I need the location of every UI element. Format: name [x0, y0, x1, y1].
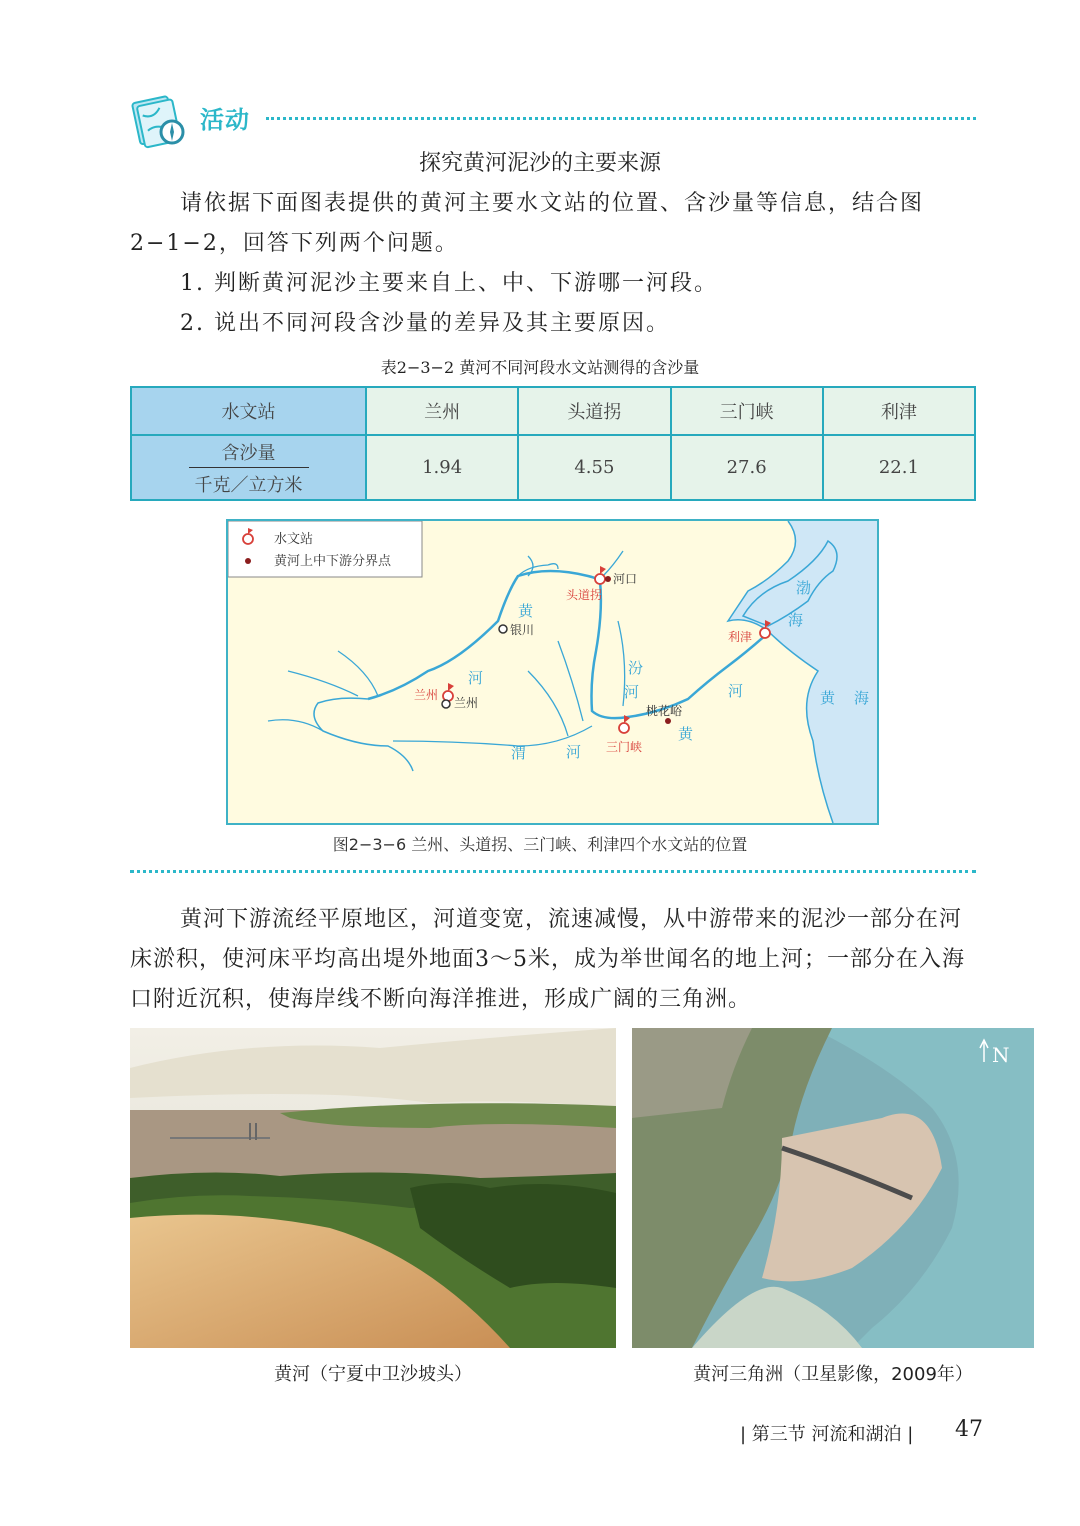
photo-yellow-river-shapotou [130, 1028, 616, 1348]
label-bohai-2: 海 [788, 611, 804, 629]
activity-title: 探究黄河泥沙的主要来源 [418, 151, 661, 176]
table-row-header [131, 435, 366, 500]
question-1: 1. 判断黄河泥沙主要来自上、中、下游哪一河段。 [180, 271, 718, 296]
table-cell-value: 27.6 [671, 435, 823, 500]
label-huanghai-1: 黄 [820, 689, 836, 707]
table-row-header: 水文站 [131, 387, 366, 435]
table-caption: 表2−3−2 黄河不同河段水文站测得的含沙量 [380, 358, 700, 377]
label-lanzhou-station: 兰州 [414, 688, 439, 702]
table-cell-station: 利津 [823, 387, 975, 435]
sediment-unit: 千克／立方米 [194, 474, 303, 496]
legend-boundary-label: 黄河上中下游分界点 [274, 554, 392, 569]
yellow-river-map [226, 519, 879, 825]
map-caption: 图2−3−6 兰州、头道拐、三门峡、利津四个水文站的位置 [332, 835, 748, 854]
north-label: N [992, 1043, 1010, 1067]
city-yinchuan [499, 625, 507, 633]
label-lijin: 利津 [728, 630, 753, 644]
label-lower-huang: 黄 [678, 725, 694, 743]
sediment-label: 含沙量 [189, 439, 309, 468]
city-lanzhou [442, 700, 450, 708]
boundary-point-taohuayu [665, 718, 671, 724]
photo-caption-2: 黄河三角洲（卫星影像，2009年） [693, 1364, 973, 1385]
question-2: 2. 说出不同河段含沙量的差异及其主要原因。 [180, 311, 670, 336]
table-cell-value: 4.55 [518, 435, 670, 500]
sediment-table [130, 386, 976, 501]
label-huanghai-2: 海 [854, 689, 870, 707]
photo-yellow-river-delta-satellite [632, 1028, 1034, 1348]
table-cell-value: 22.1 [823, 435, 975, 500]
page-number: 47 [955, 1417, 983, 1442]
label-river-huang: 黄 [518, 602, 534, 620]
label-fen-1: 汾 [628, 659, 644, 677]
photo-caption-1: 黄河（宁夏中卫沙坡头） [274, 1364, 472, 1385]
label-wei-2: 河 [566, 743, 582, 761]
activity-icon [128, 88, 192, 152]
table-cell-station: 兰州 [366, 387, 518, 435]
label-fen-2: 河 [624, 683, 640, 701]
activity-label: 活动 [200, 106, 250, 134]
activity-instruction: 请依据下面图表提供的黄河主要水文站的位置、含沙量等信息，结合图2−1−2，回答下列两个问题。 [130, 191, 925, 256]
table-cell-value: 1.94 [366, 435, 518, 500]
dotted-divider [266, 117, 976, 120]
label-lower-he: 河 [728, 682, 744, 700]
dotted-divider [130, 870, 976, 873]
table-row [131, 387, 975, 435]
label-river-he: 河 [468, 669, 484, 687]
label-yinchuan: 银川 [510, 623, 535, 637]
label-bohai-1: 渤 [796, 579, 812, 597]
table-cell-station: 三门峡 [671, 387, 823, 435]
label-lanzhou-city: 兰州 [454, 696, 479, 710]
label-hekou: 河口 [613, 572, 638, 586]
label-taohuayu: 桃花峪 [646, 704, 683, 718]
boundary-point-hekou [605, 576, 611, 582]
table-cell-station: 头道拐 [518, 387, 670, 435]
label-toudaoguai: 头道拐 [566, 588, 603, 602]
label-sanmenxia: 三门峡 [606, 740, 643, 754]
footer-section: | 第三节 河流和湖泊 | [740, 1424, 914, 1445]
legend-station-label: 水文站 [274, 532, 314, 547]
table-row [131, 435, 975, 500]
body-paragraph: 黄河下游流经平原地区，河道变宽，流速减慢，从中游带来的泥沙一部分在河床淤积，使河床平均高出堤外地面3～5米，成为举世闻名的地上河；一部分在入海口附近沉积，使海岸线不断向海洋推进，形成广阔的三角洲。 [130, 907, 965, 1012]
label-wei-1: 渭 [511, 744, 527, 762]
